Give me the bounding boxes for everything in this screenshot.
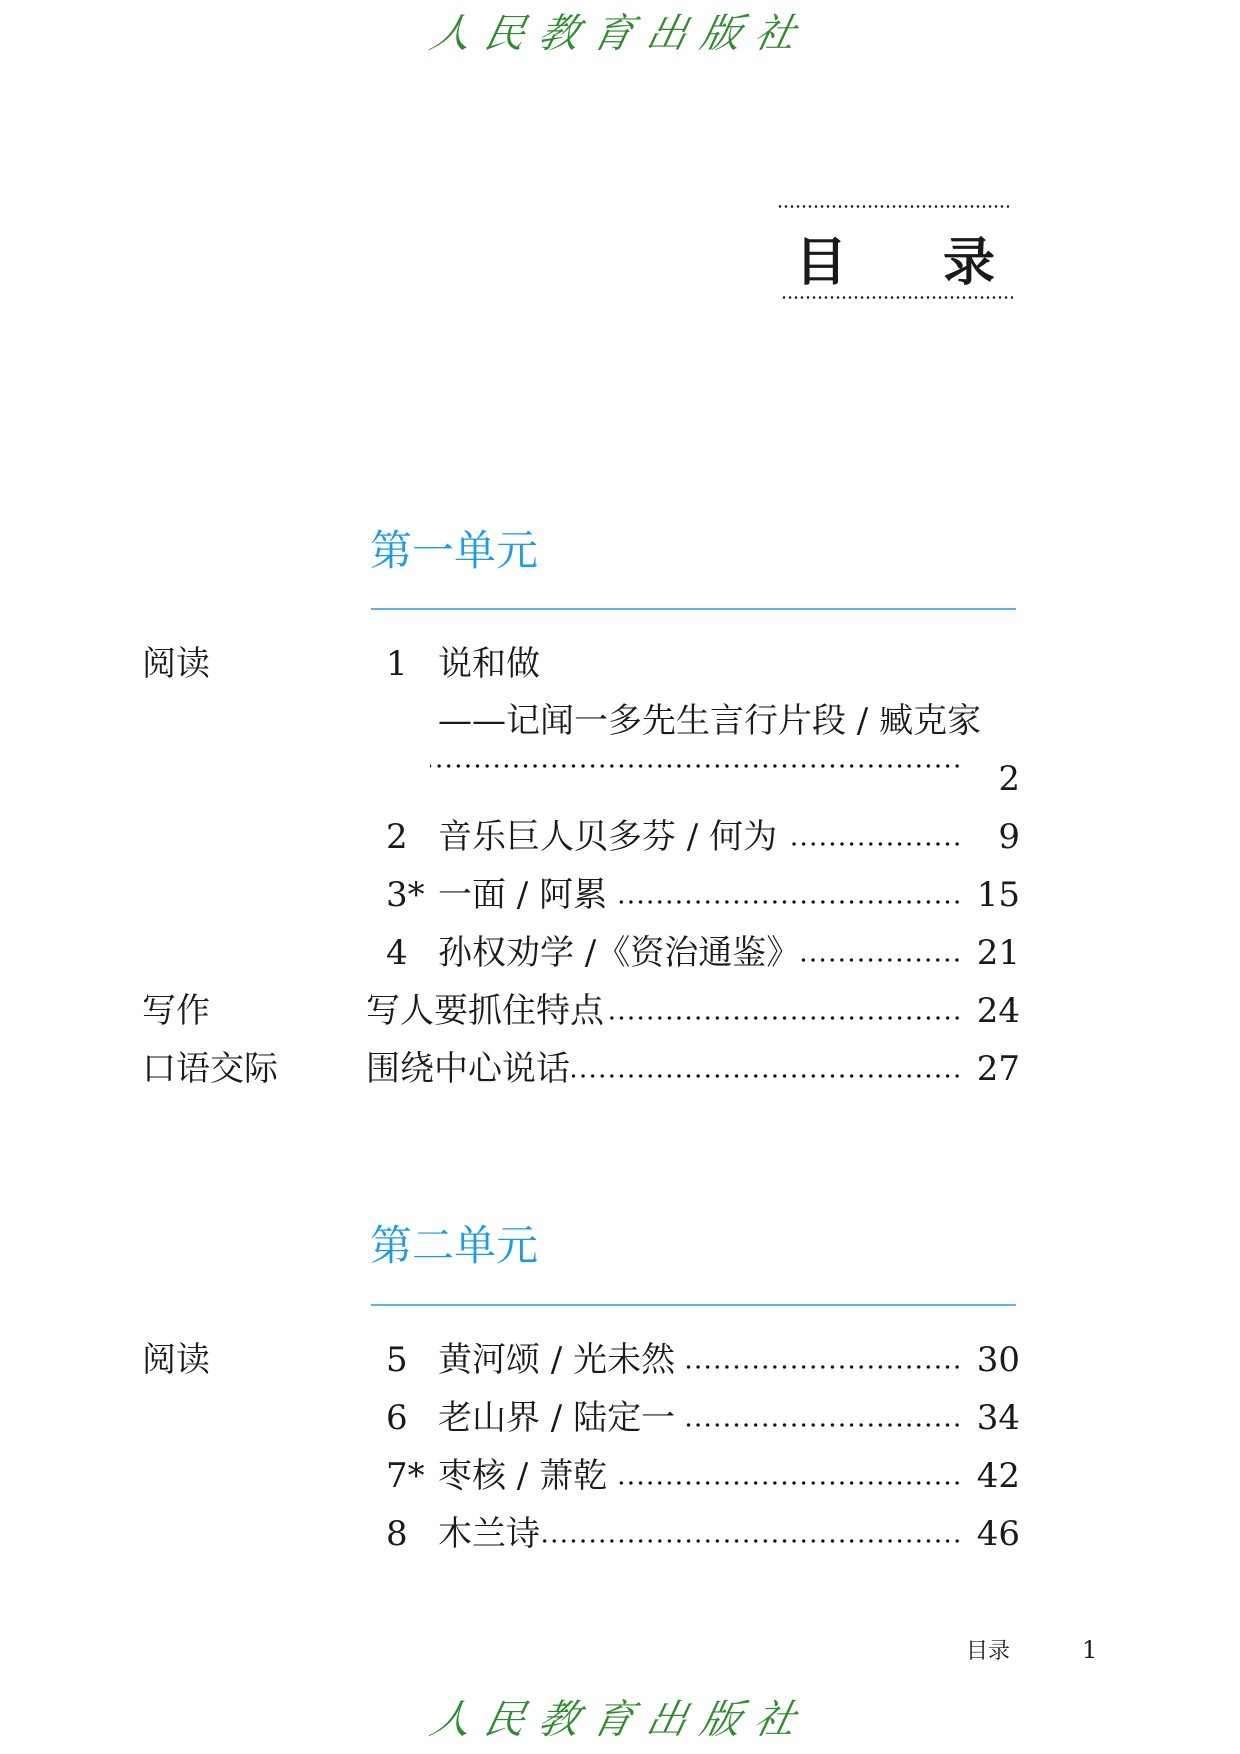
entry-subtitle: ——记闻一多先生言行片段 / 臧克家 xyxy=(438,701,982,741)
entry-number: 3* xyxy=(386,875,425,915)
toc-entry-leader-row xyxy=(0,750,1240,808)
publisher-logo-footer: 人民教育出版社 xyxy=(426,1697,814,1743)
entry-number: 2 xyxy=(386,817,408,857)
entry-number: 4 xyxy=(386,933,408,973)
unit-divider xyxy=(371,608,1016,610)
entry-title[interactable]: 枣核 / 萧乾 xyxy=(438,1456,608,1496)
entry-page: 24 xyxy=(976,991,1020,1031)
dotted-rule-top xyxy=(777,205,1009,208)
toc-entry[interactable] xyxy=(0,866,1240,924)
toc-entry[interactable] xyxy=(0,1331,1240,1389)
toc-entry[interactable] xyxy=(0,808,1240,866)
entry-number: 8 xyxy=(386,1514,408,1554)
entry-page: 30 xyxy=(976,1340,1020,1380)
entry-title[interactable]: 木兰诗 xyxy=(438,1514,540,1554)
entry-title-cell xyxy=(438,1389,972,1447)
toc-title-block xyxy=(775,205,1015,299)
publisher-logo-header: 人民教育出版社 xyxy=(426,11,814,57)
entry-number: 5 xyxy=(386,1340,408,1380)
entry-title-cell xyxy=(366,1040,972,1098)
entry-title[interactable]: 老山界 / 陆定一 xyxy=(438,1398,676,1438)
entry-title[interactable]: 音乐巨人贝多芬 / 何为 xyxy=(438,817,778,857)
unit-divider xyxy=(371,1304,1016,1306)
entry-category: 阅读 xyxy=(142,644,210,684)
entry-title[interactable]: 黄河颂 / 光未然 xyxy=(438,1340,676,1380)
entry-number: 7* xyxy=(386,1456,425,1496)
toc-entry[interactable] xyxy=(0,1505,1240,1563)
footer-page-number: 1 xyxy=(1082,1636,1098,1664)
toc-entry[interactable] xyxy=(0,924,1240,982)
dot-leader xyxy=(787,842,962,846)
dot-leader xyxy=(685,1365,962,1369)
dot-leader xyxy=(542,1539,962,1543)
entry-page: 34 xyxy=(976,1398,1020,1438)
toc-title-char-2: 录 xyxy=(942,233,995,293)
dotted-rule-bottom xyxy=(781,296,1013,299)
entry-title-cell xyxy=(438,1447,972,1505)
dot-leader xyxy=(617,1481,962,1485)
entry-title-cell xyxy=(438,808,972,866)
toc-entry[interactable] xyxy=(0,635,1240,693)
entry-page: 2 xyxy=(998,759,1020,799)
dot-leader xyxy=(617,900,962,904)
entry-title-cell xyxy=(366,982,972,1040)
unit-heading: 第一单元 xyxy=(370,526,539,575)
entry-title[interactable]: 围绕中心说话 xyxy=(366,1049,570,1089)
entry-title-cell xyxy=(438,924,972,982)
dot-leader xyxy=(572,1074,962,1078)
footer-section-label: 目录 xyxy=(966,1639,1011,1664)
entry-title[interactable]: 一面 / 阿累 xyxy=(438,875,608,915)
dot-leader xyxy=(800,958,962,962)
unit-heading: 第二单元 xyxy=(370,1221,539,1270)
entry-title[interactable]: 写人要抓住特点 xyxy=(366,991,604,1031)
entry-number: 1 xyxy=(386,644,408,684)
dot-leader xyxy=(606,1016,962,1020)
entry-title-cell xyxy=(438,1505,972,1563)
entry-leader-cell xyxy=(430,750,972,768)
entry-page: 46 xyxy=(976,1514,1020,1554)
entry-subtitle-cell xyxy=(438,692,1019,750)
toc-entry[interactable] xyxy=(0,1389,1240,1447)
toc-entry-subtitle xyxy=(0,692,1240,750)
toc-entry[interactable] xyxy=(0,1447,1240,1505)
dot-leader xyxy=(430,764,962,768)
entry-title[interactable]: 说和做 xyxy=(438,644,540,684)
toc-title xyxy=(795,233,995,293)
entry-category: 写作 xyxy=(142,991,210,1031)
entry-number: 6 xyxy=(386,1398,408,1438)
entry-category: 阅读 xyxy=(142,1340,210,1380)
entry-page: 9 xyxy=(998,817,1020,857)
dot-leader xyxy=(685,1423,962,1427)
entry-title-cell xyxy=(438,635,1019,693)
entry-page: 21 xyxy=(976,933,1020,973)
entry-title-cell xyxy=(438,1331,972,1389)
entry-page: 42 xyxy=(976,1456,1020,1496)
toc-title-char-1: 目 xyxy=(795,233,848,293)
entry-title[interactable]: 孙权劝学 /《资治通鉴》 xyxy=(438,933,801,973)
entry-page: 27 xyxy=(976,1049,1020,1089)
entry-title-cell xyxy=(438,866,972,924)
entry-category: 口语交际 xyxy=(142,1049,278,1089)
toc-entry[interactable] xyxy=(0,1040,1240,1098)
toc-entry[interactable] xyxy=(0,982,1240,1040)
entry-page: 15 xyxy=(976,875,1020,915)
